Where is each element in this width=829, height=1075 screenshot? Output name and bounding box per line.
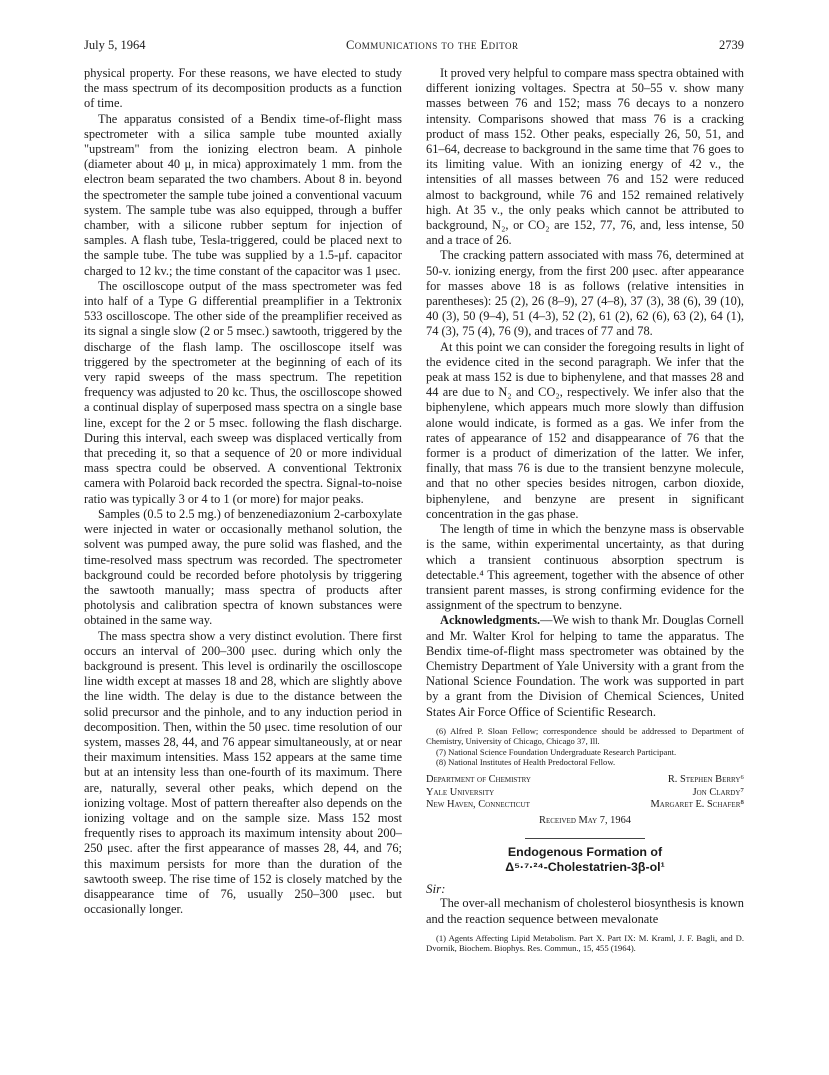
left-column [84, 66, 402, 917]
paragraph: physical property. For these reasons, we have elected to study the mass spectrum of its decomposition products as a function of time. [84, 66, 402, 111]
footnote: (1) Agents Affecting Lipid Metabolism. Part X. Part IX: M. Kraml, J. F. Bagli, and D. Dvornik, Biochem. Biophys. Res. Commun., 15, 455 (1964). [426, 932, 744, 954]
article-title-line: Endogenous Formation of [507, 845, 663, 860]
footnotes [426, 933, 744, 954]
acknowledgments-heading: Acknowledgments. [440, 613, 541, 628]
institution-address [426, 774, 531, 811]
header-page-number: 2739 [718, 38, 744, 52]
section-divider [525, 838, 645, 839]
paragraph: The apparatus consisted of a Bendix time-of-flight mass spectrometer with a silica sample tube mounted axially "upstream" from the ionizing electron beam. A pinhole (diameter about 40 μ, in mica) approximately 1 mm. from the electron beam separated the two chambers. About 8 in. beyond the spectrometer the sample tube joined a conventional vacuum system. The sample tube was also equipped, through a buffer chamber, with a silicone rubber septum for injection of samples. A flash tube, Tesla-triggered, could be placed next to the sample tube. The tube was supplied by a 1.5-μf. capacitor charged to 12 kv.; the time constant of the capacitor was 1 μsec. [84, 111, 402, 278]
footnote: (6) Alfred P. Sloan Fellow; correspondence should be addressed to Department of Chemistry, University of Chicago, Chicago 37, Ill. [426, 725, 744, 747]
paragraph: It proved very helpful to compare mass spectra obtained with different ionizing voltages. Spectra at 50–55 v. show many masses between 76 and 152; mass 76 decays to a nonzero intensity. Comparisons showed that mass 76 is a cracking product of mass 152. Other peaks, especially 26, 50, 51, and 61–64, decrease to background in the same time that 76 goes to its limiting value. With an ionizing energy of 42 v., the intensities of all masses between 76 and 152 were reduced almost to background, while 76 and 152 remained relatively high. At 35 v., the only peaks which cannot be attributed to background, N₂, or CO₂ are 152, 77, 76, and, less intense, 50 and a trace of 26. [426, 66, 744, 248]
paragraph: Samples (0.5 to 2.5 mg.) of benzenediazonium 2-carboxylate were injected in water or occasionally methanol solution, the solvent was pumped away, the pure solid was flashed, and the time-resolved mass spectrum was recorded. The spectrometer background could be recorded before photolysis by triggering the sawtooth manually; mass spectra of products after photolysis and calibration spectra of known substances were obtained in the same way. [84, 506, 402, 628]
paragraph: At this point we can consider the foregoing results in light of the evidence cited in the second paragraph. We infer that the peak at mass 152 is due to biphenylene, and that masses 28 and 44 are due to N₂ and CO₂, respectively. We infer also that the biphenylene, which appears much more slowly than diffusion alone would indicate, is formed as a gas. We infer from the rates of appearance of 152 and disappearance of 76 that the former is a product of dimerization of the latter. We infer, finally, that mass 76 is due to the transient benzyne molecule, and that no other species besides nitrogen, carbon dioxide, biphenylene, and benzyne are present in significant concentration in the gas phase. [426, 339, 744, 521]
paragraph: The cracking pattern associated with mass 76, determined at 50-v. ionizing energy, from the first 200 μsec. after appearance for masses above 18 is as follows (relative intensities in parentheses): 25 (2), 26 (8–9), 27 (4–8), 37 (3), 38 (6), 39 (10), 40 (3), 50 (9–4), 51 (4–3), 52 (2), 61 (2), 62 (6), 63 (2), 64 (1), 74 (3), 75 (4), 76 (9), and traces of 77 and 78. [426, 248, 744, 339]
article-title-line: Δ⁵·⁷·²⁴-Cholestatrien-3β-ol¹ [505, 860, 665, 875]
footnote: (7) National Science Foundation Undergraduate Research Participant. [436, 746, 677, 757]
salutation: Sir: [426, 881, 446, 897]
running-header [84, 38, 744, 53]
paragraph: The length of time in which the benzyne mass is observable is the same, within experimental uncertainty, as that during which a transient continuous absorption spectrum is detectable.⁴ This agreement, together with the absence of other transient parent masses, is strong confirming evidence for the assignment of the spectrum to benzyne. [426, 522, 744, 613]
header-journal: Communications to the Editor [345, 38, 519, 52]
paragraph: The over-all mechanism of cholesterol biosynthesis is known and the reaction sequence between mevalonate [426, 896, 744, 926]
author-name: Margaret E. Schafer⁸ [650, 798, 744, 810]
footnotes [426, 726, 744, 768]
received-date: Received May 7, 1964 [539, 814, 631, 826]
paragraph: The mass spectra show a very distinct evolution. There first occurs an interval of 200–300 μsec. during which only the background is present. This level is ordinarily the oscilloscope line width except at masses 18 and 28, which are slightly above the line width. The delay is due to the distance between the solid precursor and the pinhole, and to any induction period in decomposition. Then, within the 50 μsec. time resolution of our system, masses 28, 44, and 76 appear simultaneously, at or near their maximum intensities. Mass 152 appears at the same time but at an intensity less than one-fourth of its maximum. There are, naturally, several other peaks, which depend on the ionizing voltage. Most of pattern thereafter also depends on the ionizing voltage and on the sample size. Mass 152 most frequently rises to approach its maximum intensity about 200–250 μsec. after the first appearance of masses 28, 44, and 76; this maximum persists for more than the duration of the sawtooth sweep. The rise time of 152 is closely matched by the disappearance time of 76, usually 250–300 μsec. but occasionally longer. [84, 628, 402, 917]
author-name: Jon Clardy⁷ [692, 786, 744, 798]
author-address-block [426, 774, 744, 811]
paragraph: The oscilloscope output of the mass spectrometer was fed into half of a Type G differential preamplifier in a Tektronix 533 oscilloscope. The other side of the preamplifier received as its signal a single slow (2 or 5 msec.) sawtooth, triggered by the discharge of the flash lamp. The oscilloscope itself was triggered by the spectrometer at the beginning of each of its very rapid sweeps of the mass spectrum. The repetition frequency was adjusted to 20 kc. Thus, the oscilloscope showed a continual display of superposed mass spectra on a single base line, except for the 2 or 5 msec. following the flash discharge. During this interval, each sweep was displaced vertically from that preceding it, so that a sequence of 20 or more individual mass spectra could be observed. A conventional Tektronix camera with Polaroid back recorded the spectra. Signal-to-noise ratio was typically 3 or 4 to 1 (or more) for major peaks. [84, 278, 402, 506]
address-line: Department of Chemistry [426, 774, 531, 786]
address-line: Yale University [426, 786, 495, 798]
article-title [426, 845, 744, 875]
header-date: July 5, 1964 [84, 38, 146, 52]
footnote: (8) National Institutes of Health Predoctoral Fellow. [436, 756, 616, 767]
address-line: New Haven, Connecticut [426, 798, 530, 810]
acknowledgments-text: —We wish to thank Mr. Douglas Cornell and Mr. Walter Krol for helping to tame the apparatus. The Bendix time-of-flight mass spectrometer was obtained by the Chemistry Department of Yale University with a grant from the National Science Foundation. The work was supported in part by a grant from the Division of Chemical Sciences, United States Air Force Office of Scientific Research. [426, 613, 744, 719]
right-column [426, 66, 744, 954]
acknowledgments-paragraph [426, 613, 744, 719]
author-names [651, 774, 744, 811]
author-name: R. Stephen Berry⁶ [667, 774, 744, 786]
